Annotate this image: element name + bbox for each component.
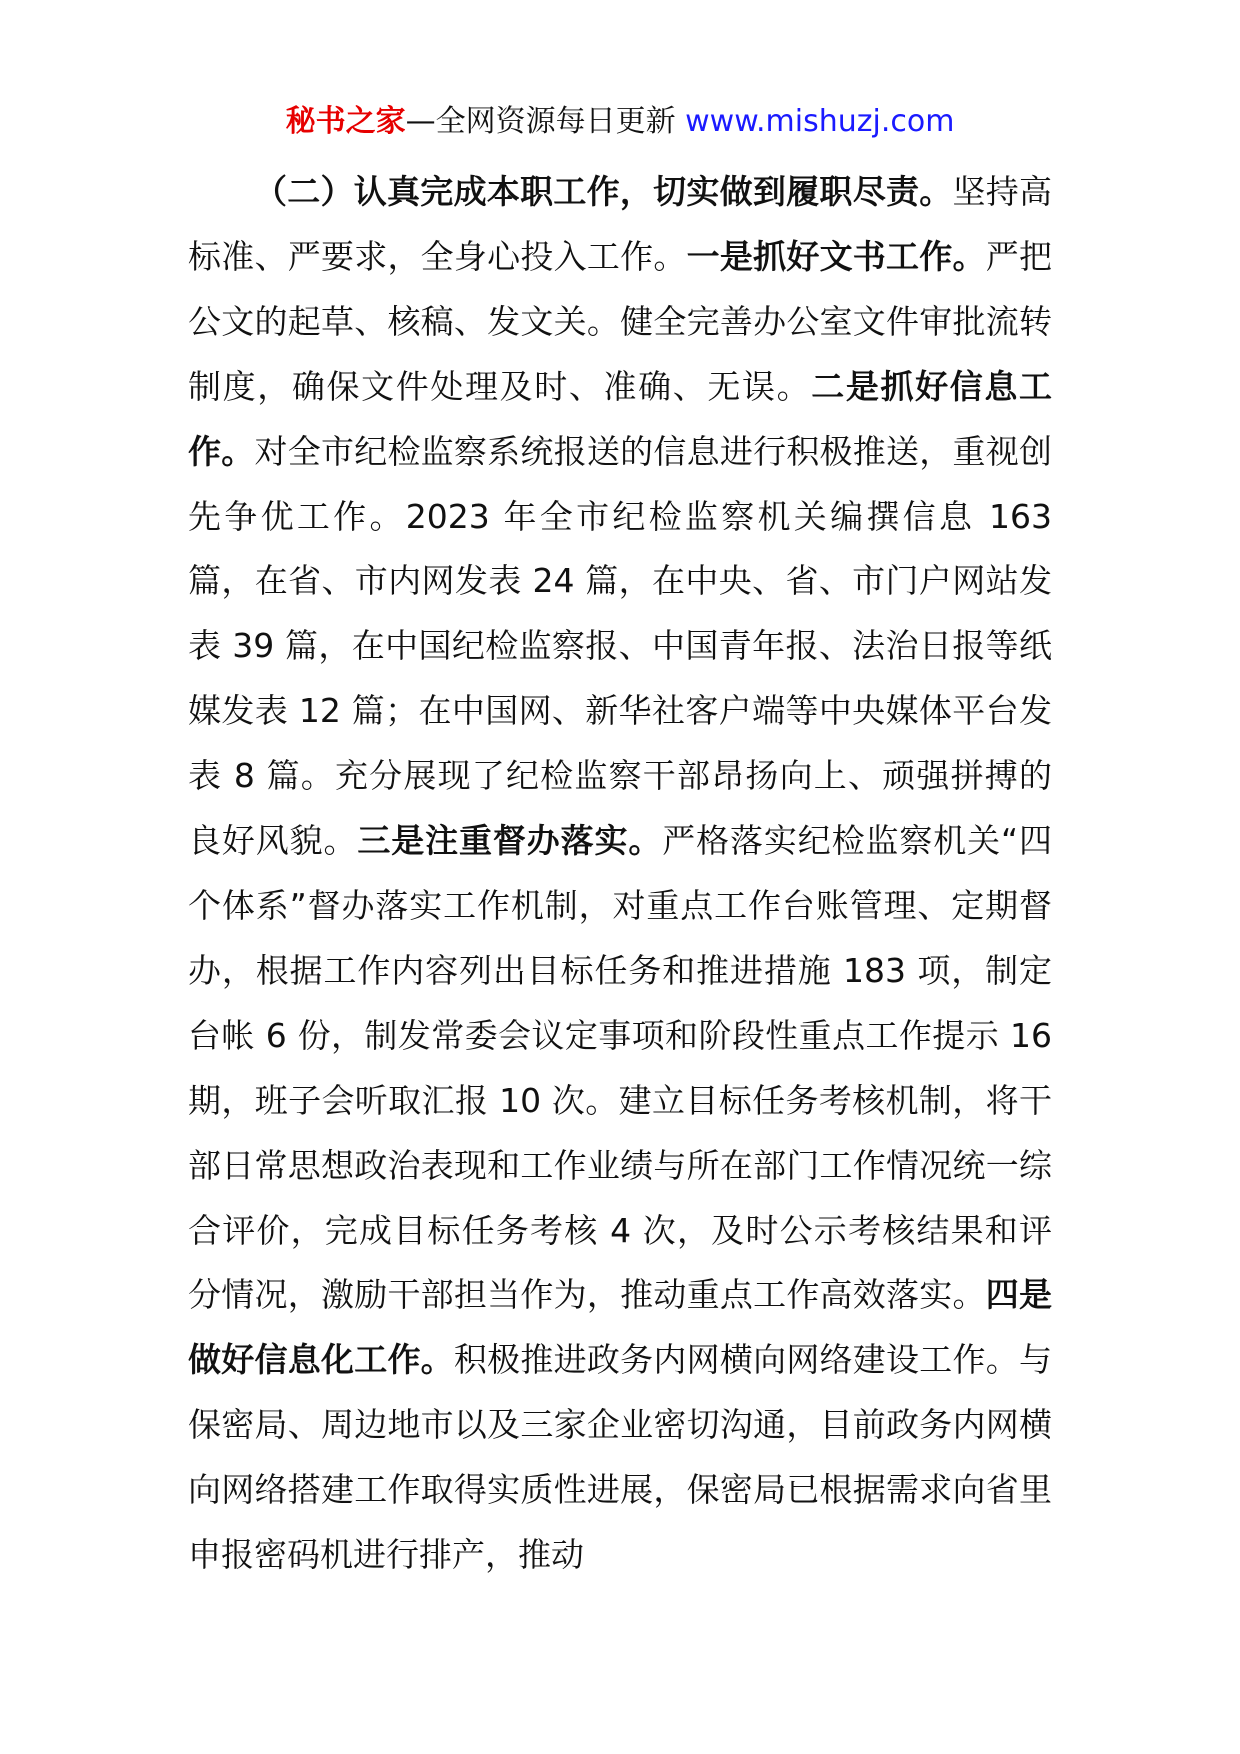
sentence: 坚持高标准、严要求，全身心投入工作。	[188, 172, 1053, 276]
item-heading-1: 一是抓好文书工作。	[686, 236, 986, 276]
item-heading-3: 三是注重督办落实。	[357, 821, 663, 861]
page-header	[0, 100, 1240, 144]
website-link[interactable]: www.mishuzj.com	[685, 104, 955, 139]
item-text-3: 严格落实纪检监察机关“四个体系”督办落实工作机制，对重点工作台账管理、定期督办，根据工作内容列出目标任务和推进措施 183 项，制定台帐 6 份，制发常委会议定事项和阶段性重点工作提示 16 期，班子会听取汇报 10 次。建立目标任务考核机制，将干部日常思想政治表现和工作业绩与所在部门工作情况统一综合评价，完成目标任务考核 4 次，及时公示考核结果和评分情况，激励干部担当作为，推动重点工作高效落实。	[188, 821, 1053, 1315]
header-tagline: —全网资源每日更新	[405, 104, 686, 139]
brand-name: 秘书之家	[285, 104, 406, 139]
section-heading: （二）认真完成本职工作，切实做到履职尽责。	[254, 172, 953, 211]
body-paragraph	[188, 160, 1052, 1588]
item-heading-4: 四是做好信息化工作。	[188, 1275, 1053, 1380]
item-text-4: 积极推进政务内网横向网络建设工作。与保密局、周边地市以及三家企业密切沟通，目前政务内网横向网络搭建工作取得实质性进展，保密局已根据需求向省里申报密码机进行排产，推动	[188, 1340, 1053, 1575]
item-text-1: 严把公文的起草、核稿、发文关。健全完善办公室文件审批流转制度，确保文件处理及时、准确、无误。	[188, 236, 1053, 406]
item-text-2: 对全市纪检监察系统报送的信息进行积极推送，重视创先争优工作。2023 年全市纪检监察机关编撰信息 163 篇，在省、市内网发表 24 篇，在中央、省、市门户网站发表 39 篇，在中国纪检监察报、中国青年报、法治日报等纸媒发表 12 篇；在中国网、新华社客户端等中央媒体平台发表 8 篇。充分展现了纪检监察干部昂扬向上、顽强拼搏的良好风貌。	[188, 431, 1053, 861]
item-heading-2: 二是抓好信息工作。	[188, 366, 1052, 471]
